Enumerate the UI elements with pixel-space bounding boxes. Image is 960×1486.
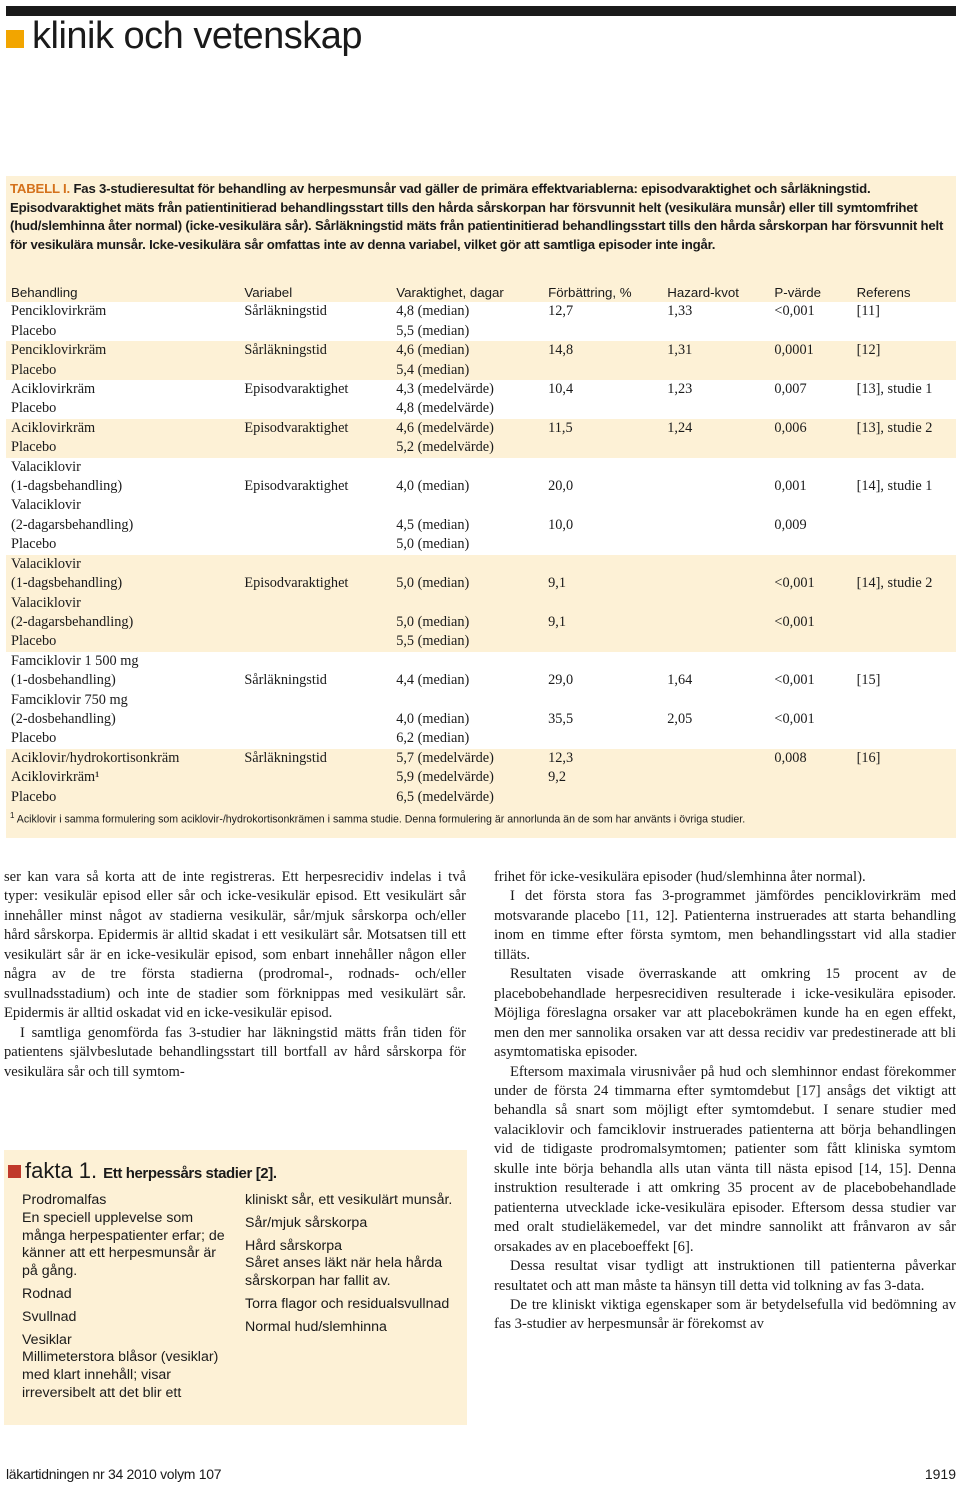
table-cell: Aciklovirkräm¹ [6, 768, 239, 787]
table-cell: 6,5 (medelvärde) [391, 788, 543, 807]
table-row-group [6, 302, 956, 341]
table-cell [662, 729, 769, 748]
fakta-column-left [22, 1192, 232, 1408]
fakta-header [8, 1158, 277, 1184]
paragraph: frihet för icke-vesikulära episoder (hud/slemhinna åter normal). [494, 869, 866, 885]
fakta-stage [245, 1238, 455, 1291]
table-cell [852, 361, 956, 380]
table-cell [769, 438, 851, 457]
table-cell [391, 652, 543, 671]
table-cell: <0,001 [769, 710, 851, 729]
stage-name: Sår/mjuk sårskorpa [245, 1214, 368, 1231]
table-caption-text: Fas 3-studieresultat för behandling av herpesmunsår vad gäller de primära effektvariablerna: episodvaraktighet och sårläkningstid. Episodvaraktighet mäts från patientinitierad behandlingsstart tills den hårda sårskorpan har försvunnit helt (vesikulära munsår) eller till symtomfrihet (hud/slemhinna åter normal) (icke-vesikulära sår). Sårläkningstid mäts från patientinitierad behandlingsstart tills den hårda sårskorpan har försvunnit helt för vesikulära munsår. Icke-vesikulära sår omfattas inte av denna variabel, vilket gör att samtliga episoder inte ingår. [10, 181, 944, 252]
stage-desc: Millimeterstora blåsor (vesiklar) med klart innehåll; visar irreversibelt att det blir ett [22, 1349, 219, 1401]
table-cell [662, 768, 769, 787]
table-cell [852, 458, 956, 477]
table-cell: 9,1 [543, 574, 662, 593]
table-row [6, 788, 956, 807]
table-cell: Placebo [6, 729, 239, 748]
table-cell [662, 496, 769, 515]
table-cell: Penciklovirkräm [6, 341, 239, 360]
table-cell: 4,6 (medelvärde) [391, 419, 543, 438]
table-cell [239, 613, 391, 632]
table-cell [239, 535, 391, 554]
table-cell [662, 477, 769, 496]
table-cell [239, 691, 391, 710]
table-cell [769, 652, 851, 671]
table-cell [543, 652, 662, 671]
table-cell [852, 691, 956, 710]
table-cell: 35,5 [543, 710, 662, 729]
paragraph: Resultaten visade överraskande att omkring 15 procent av de placebobehandlade herpesrecidiven resulterade i icke-vesikulära episoder. Möjliga föreslagna orsaker var att placebokrämen kunde ha en egen effekt, men den mer sannolika orsaken var att dessa recidiv var predestinerade att bli asymtomatiska episoder. [494, 966, 956, 1061]
table-cell: (2-dosbehandling) [6, 710, 239, 729]
table-cell [662, 691, 769, 710]
table-cell: Aciklovirkräm [6, 380, 239, 399]
table-row [6, 691, 956, 710]
table-caption [10, 180, 948, 254]
column-header: Variabel [239, 283, 391, 302]
stage-name: Prodromalfas [22, 1192, 107, 1208]
table-row [6, 535, 956, 554]
footer-page-number: 1919 [924, 1466, 956, 1482]
table-cell [662, 613, 769, 632]
table-cell [239, 632, 391, 651]
table-cell [239, 399, 391, 418]
table-cell [852, 496, 956, 515]
article-column-right [494, 868, 956, 1335]
table-cell: 2,05 [662, 710, 769, 729]
table-cell [662, 535, 769, 554]
table-cell: [11] [852, 302, 956, 321]
table-cell [239, 322, 391, 341]
table-row [6, 768, 956, 787]
table-cell: Valaciklovir [6, 594, 239, 613]
table-row [6, 749, 956, 768]
table-row-group [6, 458, 956, 555]
table-row [6, 613, 956, 632]
table-cell: 11,5 [543, 419, 662, 438]
table-cell: 0,009 [769, 516, 851, 535]
table-cell [769, 632, 851, 651]
table-cell [852, 322, 956, 341]
table-cell: 6,2 (median) [391, 729, 543, 748]
table-cell: 1,64 [662, 671, 769, 690]
table-row-group [6, 555, 956, 652]
table-cell: 1,31 [662, 341, 769, 360]
table-cell: 4,5 (median) [391, 516, 543, 535]
stage-name: kliniskt sår, ett vesikulärt munsår. [245, 1192, 453, 1208]
table-row [6, 458, 956, 477]
table-cell: 4,0 (median) [391, 710, 543, 729]
table-cell [769, 729, 851, 748]
table-cell: 5,2 (medelvärde) [391, 438, 543, 457]
table-cell: 5,5 (median) [391, 632, 543, 651]
table-row [6, 477, 956, 496]
table-cell [391, 496, 543, 515]
table-row [6, 399, 956, 418]
table-cell: 5,9 (medelvärde) [391, 768, 543, 787]
table-cell: Valaciklovir [6, 458, 239, 477]
fakta-title: Ett herpessårs stadier [2]. [103, 1165, 277, 1182]
table-cell: 9,2 [543, 768, 662, 787]
table-cell: Placebo [6, 399, 239, 418]
table-row [6, 574, 956, 593]
table-cell [543, 632, 662, 651]
table-cell: <0,001 [769, 671, 851, 690]
table-cell [391, 555, 543, 574]
table-cell: Placebo [6, 788, 239, 807]
table-cell [543, 496, 662, 515]
table-cell: Famciklovir 750 mg [6, 691, 239, 710]
table-cell [239, 516, 391, 535]
footer-journal: läkartidningen nr 34 2010 volym 107 [6, 1466, 222, 1482]
table-cell: [13], studie 2 [852, 419, 956, 438]
table-cell [239, 594, 391, 613]
table-row-group [6, 652, 956, 749]
paragraph: Eftersom maximala virusnivåer på hud och slemhinnor endast förekommer under de första 24 timmarna efter symtomdebut [17] ansågs det viktigt att behandla så snart som möjligt efter symtomdebut. I senare studier med valaciklovir och famciklovir instruerades patienterna att börja behandlingen vid de tidigaste prodromalsymtomen; patienter som fått kliniska symtom skulle inte börja behandla alls utan vänta till nästa episod [14, 15]. Denna instruktion resulterade i att omkring 35 procent av de placebobehandlade patienterna utvecklade icke-vesikulära episoder. Eftersom dessa studier var med oralt studieläkemedel, var det mindre sannolikt att frånvaron av sår orsakades av en placeboeffekt [6]. [494, 1063, 956, 1255]
table-cell [662, 361, 769, 380]
table-row [6, 341, 956, 360]
table-cell: (1-dagsbehandling) [6, 574, 239, 593]
table-row [6, 438, 956, 457]
table-cell [239, 788, 391, 807]
table-cell [543, 691, 662, 710]
table-cell: [15] [852, 671, 956, 690]
section-square-icon [6, 30, 24, 48]
fakta-square-icon [8, 1165, 21, 1178]
table-cell [391, 594, 543, 613]
stage-name: Svullnad [22, 1308, 77, 1325]
table-cell: Episodvaraktighet [239, 477, 391, 496]
stage-desc: En speciell upplevelse som många herpespatienter erfar; de känner att ett herpesmunsår är på gång. [22, 1209, 225, 1280]
table-cell: 4,0 (median) [391, 477, 543, 496]
table-cell: (1-dagsbehandling) [6, 477, 239, 496]
table-cell [543, 535, 662, 554]
table-cell [239, 768, 391, 787]
table-cell [662, 555, 769, 574]
table-cell [662, 438, 769, 457]
footnote-marker: 1 [10, 811, 15, 820]
table-cell [662, 652, 769, 671]
fakta-stage [245, 1319, 455, 1337]
table-cell [239, 458, 391, 477]
table-cell: Valaciklovir [6, 555, 239, 574]
table-cell [769, 399, 851, 418]
table-row [6, 322, 956, 341]
table-cell: Placebo [6, 535, 239, 554]
table-cell: <0,001 [769, 613, 851, 632]
footnote-text: Aciklovir i samma formulering som aciklovir-/hydrokortisonkrämen i samma studie. Denna formulering är annorlunda än de som har använts i övriga studier. [14, 813, 746, 826]
table-cell [543, 361, 662, 380]
table-cell: <0,001 [769, 302, 851, 321]
table-cell: 14,8 [543, 341, 662, 360]
table-cell [852, 788, 956, 807]
table-label: TABELL I. [10, 181, 70, 196]
table-row [6, 671, 956, 690]
table-row [6, 710, 956, 729]
table-cell: 4,8 (median) [391, 302, 543, 321]
table-cell: 5,0 (median) [391, 613, 543, 632]
table-cell [239, 729, 391, 748]
table-cell: 4,4 (median) [391, 671, 543, 690]
table-cell: 1,33 [662, 302, 769, 321]
table-cell [391, 691, 543, 710]
table-cell [662, 574, 769, 593]
table-cell: [14], studie 2 [852, 574, 956, 593]
table-cell: Episodvaraktighet [239, 574, 391, 593]
table-cell [239, 361, 391, 380]
table-cell [852, 399, 956, 418]
table-cell: Valaciklovir [6, 496, 239, 515]
paragraph: ser kan vara så korta att de inte registreras. Ett herpesrecidiv indelas i två typer: vesikulär episod eller sår och icke-vesikulär episod. Ett vesikulärt sår innehåller minst något av stadierna vesikulär, sår/mjuk sårskorpa och/eller hård sårskorpa. Epidermis är alltid skadat i ett vesikulärt sår. Motsatsen till ett vesikulärt sår är en icke-vesikulär episod, som enbart innehåller någon eller några av de tre första stadierna (prodromal-, rodnads- och/eller svullnadsstadium) och inte de stadier som förknippas med vesikulärt sår. Epidermis är alltid oskadat vid en icke-vesikulär episod. [4, 869, 466, 1022]
table-cell: 0,007 [769, 380, 851, 399]
fakta-stage [22, 1332, 232, 1403]
table-cell: 12,7 [543, 302, 662, 321]
table-cell: [12] [852, 341, 956, 360]
table-cell: Aciklovirkräm [6, 419, 239, 438]
table-cell [662, 749, 769, 768]
stage-name: Normal hud/slemhinna [245, 1318, 387, 1335]
table-cell: 9,1 [543, 613, 662, 632]
table-cell: 10,0 [543, 516, 662, 535]
table-cell: [16] [852, 749, 956, 768]
fakta-label: fakta 1. [25, 1158, 98, 1183]
table-cell [852, 768, 956, 787]
table-cell [852, 613, 956, 632]
table-row-group [6, 380, 956, 419]
table-cell: Placebo [6, 322, 239, 341]
table-row [6, 555, 956, 574]
fakta-stage [22, 1286, 232, 1304]
results-table [6, 283, 956, 807]
table-cell: (1-dosbehandling) [6, 671, 239, 690]
table-cell: Episodvaraktighet [239, 419, 391, 438]
table-cell: 0,006 [769, 419, 851, 438]
table-row [6, 302, 956, 321]
table-cell: Placebo [6, 438, 239, 457]
column-header: Behandling [6, 283, 239, 302]
paragraph: I det första stora fas 3-programmet jämfördes penciklovirkräm med motsvarande placebo [11, 12]. Patienterna instruerades att starta behandling inom en timme efter första symtom, men behandlingsstart vid alla stadier tilläts. [494, 888, 956, 963]
table-cell [769, 594, 851, 613]
table-cell: 12,3 [543, 749, 662, 768]
table-cell [852, 535, 956, 554]
table-cell: (2-dagarsbehandling) [6, 516, 239, 535]
table-cell [769, 691, 851, 710]
table-cell: Penciklovirkräm [6, 302, 239, 321]
section-header [6, 14, 362, 58]
table-cell [662, 458, 769, 477]
stage-name: Hård sårskorpa [245, 1237, 342, 1254]
table-cell [769, 768, 851, 787]
table-header-row [6, 283, 956, 302]
table-cell [852, 710, 956, 729]
fakta-stage [245, 1296, 455, 1314]
table-cell: [13], studie 1 [852, 380, 956, 399]
table-cell: Sårläkningstid [239, 671, 391, 690]
paragraph: I samtliga genomförda fas 3-studier har läkningstid mätts från tiden för patientens självbeslutade behandlingsstart till bortfall av hård sårskorpa för vesikulära sår och till symtom- [4, 1024, 466, 1080]
section-title: klinik och vetenskap [32, 14, 363, 57]
table-cell: [14], studie 1 [852, 477, 956, 496]
table-cell: 5,7 (medelvärde) [391, 749, 543, 768]
table-cell [852, 729, 956, 748]
table-cell: 5,5 (median) [391, 322, 543, 341]
article-column-left [4, 868, 466, 1082]
table-cell: 0,0001 [769, 341, 851, 360]
table-row [6, 380, 956, 399]
table-row-group [6, 341, 956, 380]
table-row [6, 496, 956, 515]
fakta-stage [245, 1192, 455, 1210]
table-cell: <0,001 [769, 574, 851, 593]
table-cell [852, 555, 956, 574]
table-cell: Sårläkningstid [239, 302, 391, 321]
table-cell [662, 594, 769, 613]
table-cell [543, 399, 662, 418]
table-cell [391, 458, 543, 477]
table-cell [662, 516, 769, 535]
table-cell: 29,0 [543, 671, 662, 690]
table-cell: 4,8 (medelvärde) [391, 399, 543, 418]
table-cell [852, 516, 956, 535]
table-cell [662, 322, 769, 341]
table-cell: 0,001 [769, 477, 851, 496]
table-cell [769, 555, 851, 574]
table-cell: 5,0 (median) [391, 574, 543, 593]
table-cell [662, 399, 769, 418]
table-cell: Episodvaraktighet [239, 380, 391, 399]
table-cell [239, 555, 391, 574]
table-cell: 5,0 (median) [391, 535, 543, 554]
fakta-stage [22, 1309, 232, 1327]
stage-name: Vesiklar [22, 1331, 72, 1348]
fakta-stage [245, 1215, 455, 1233]
table-cell [239, 438, 391, 457]
table-cell [239, 652, 391, 671]
table-cell [769, 322, 851, 341]
table-cell [239, 710, 391, 729]
table-cell: 4,6 (median) [391, 341, 543, 360]
table-cell: (2-dagarsbehandling) [6, 613, 239, 632]
table-cell: Placebo [6, 361, 239, 380]
table-row [6, 594, 956, 613]
table-cell [769, 458, 851, 477]
table-cell [852, 632, 956, 651]
table-cell [543, 594, 662, 613]
table-row-group [6, 419, 956, 458]
column-header: Förbättring, % [543, 283, 662, 302]
stage-desc: Såret anses läkt när hela hårda sårskorpan har fallit av. [245, 1255, 443, 1290]
table-row [6, 516, 956, 535]
table-cell: 0,008 [769, 749, 851, 768]
table-cell [543, 438, 662, 457]
table-cell: 5,4 (median) [391, 361, 543, 380]
paragraph: Dessa resultat visar tydligt att instruktionen till patienterna påverkar resultatet och att man måste ta hänsyn till detta vid tolkning av fas 3-data. [494, 1258, 956, 1294]
table-cell [543, 458, 662, 477]
column-header: Hazard-kvot [662, 283, 769, 302]
table-cell [543, 555, 662, 574]
table-cell [662, 632, 769, 651]
table-cell [543, 322, 662, 341]
table-row [6, 729, 956, 748]
column-header: P-värde [769, 283, 851, 302]
table-cell: Sårläkningstid [239, 341, 391, 360]
table-cell [852, 594, 956, 613]
table-cell [543, 788, 662, 807]
table-cell: Famciklovir 1 500 mg [6, 652, 239, 671]
table-cell: Aciklovir/hydrokortisonkräm [6, 749, 239, 768]
stage-name: Rodnad [22, 1285, 72, 1302]
table-row [6, 632, 956, 651]
fakta-column-right [245, 1192, 455, 1342]
table-cell [769, 496, 851, 515]
table-cell [769, 535, 851, 554]
fakta-stage [22, 1192, 232, 1281]
table-row [6, 361, 956, 380]
table-cell [662, 788, 769, 807]
table-row-group [6, 749, 956, 807]
table-cell: 1,23 [662, 380, 769, 399]
table-cell [543, 729, 662, 748]
table-cell [769, 361, 851, 380]
table-cell: 1,24 [662, 419, 769, 438]
table-cell: Placebo [6, 632, 239, 651]
column-header: Referens [852, 283, 956, 302]
table-cell: 20,0 [543, 477, 662, 496]
table-row [6, 652, 956, 671]
table-footnote [10, 811, 745, 826]
table-cell: Sårläkningstid [239, 749, 391, 768]
table-cell [239, 496, 391, 515]
column-header: Varaktighet, dagar [391, 283, 543, 302]
table-cell [852, 438, 956, 457]
stage-name: Torra flagor och residualsvullnad [245, 1295, 450, 1312]
paragraph: De tre kliniskt viktiga egenskaper som är betydelsefulla vid bedömning av fas 3-studier av herpesmunsår är förekomst av [494, 1296, 956, 1333]
table-cell: 4,3 (medelvärde) [391, 380, 543, 399]
table-row [6, 419, 956, 438]
table-cell [852, 652, 956, 671]
table-cell: 10,4 [543, 380, 662, 399]
table-cell [769, 788, 851, 807]
